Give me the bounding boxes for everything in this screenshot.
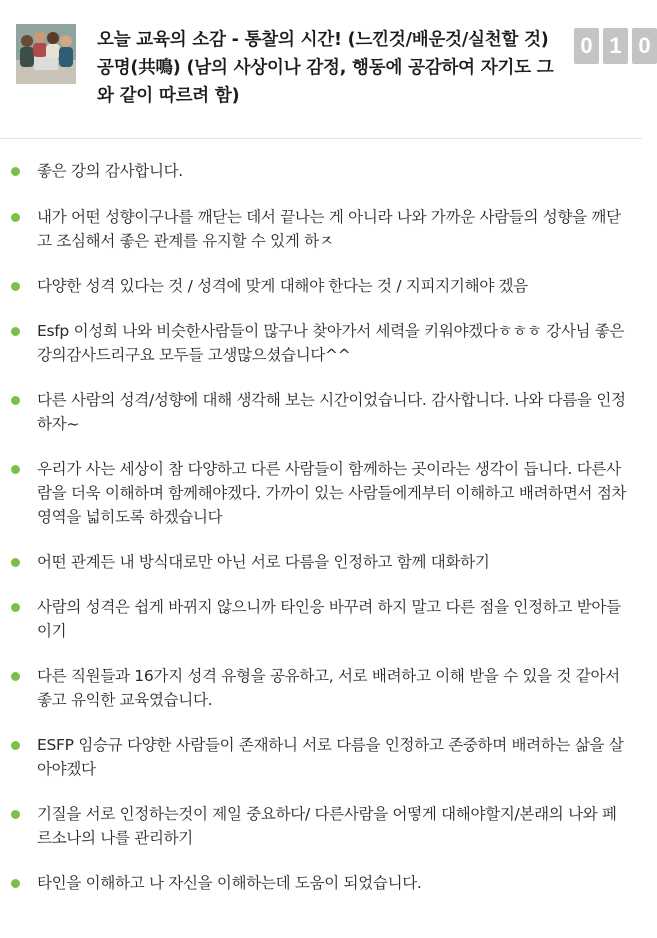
bullet-icon [11, 396, 20, 405]
comment-text: Esfp 이성희 나와 비슷한사람들이 많구나 찾아가서 세력을 키워야겠다ㅎㅎㅎ 강사님 좋은강의감사드리구요 모두들 고생많으셨습니다^^ [37, 322, 625, 364]
bullet-icon [11, 603, 20, 612]
list-item [0, 388, 642, 436]
counter-digit: 0 [574, 28, 599, 64]
bullet-icon [11, 167, 20, 176]
list-item [0, 595, 642, 643]
comment-text: 다양한 성격 있다는 것 / 성격에 맞게 대해야 한다는 것 / 지피지기해야 겠음 [37, 277, 528, 295]
comment-text: 사람의 성격은 쉽게 바뀌지 않으니까 타인응 바꾸려 하지 말고 다른 점을 인정하고 받아들이기 [37, 598, 621, 640]
list-item [0, 457, 642, 529]
list-item [0, 802, 642, 850]
bullet-icon [11, 327, 20, 336]
bullet-icon [11, 672, 20, 681]
list-item [0, 733, 642, 781]
comment-text: 내가 어떤 성향이구나를 깨닫는 데서 끝나는 게 아니라 나와 가까운 사람들의 성향을 깨닫고 조심해서 좋은 관계를 유지할 수 있게 하ㅈ [37, 208, 621, 250]
page-header [0, 0, 651, 139]
list-item [0, 664, 642, 712]
bullet-icon [11, 282, 20, 291]
list-item [0, 871, 642, 895]
comment-text: 우리가 사는 세상이 참 다양하고 다른 사람들이 함께하는 곳이라는 생각이 듭니다. 다른사람을 더욱 이해하며 함께해야겠다. 가까이 있는 사람들에게부터 이해하고 배려하면서 점차 영역을 넓히도록 하겠습니다 [37, 460, 627, 526]
page-title: 오늘 교육의 소감 - 통찰의 시간! (느낀것/배운것/실천할 것) 공명(共鳴) (남의 사상이나 감정, 행동에 공감하여 자기도 그와 같이 따르려 함) [97, 30, 554, 106]
bullet-icon [11, 810, 20, 819]
counter-digit: 1 [603, 28, 628, 64]
counter-digit: 0 [632, 28, 657, 64]
bullet-icon [11, 879, 20, 888]
comment-text: 다른 직원들과 16가지 성격 유형을 공유하고, 서로 배려하고 이해 받을 수 있을 것 같아서 좋고 유익한 교육였습니다. [37, 667, 620, 709]
list-item [0, 550, 642, 574]
list-item [0, 205, 642, 253]
comment-text: ESFP 임승규 다양한 사람들이 존재하니 서로 다름을 인정하고 존중하며 배려하는 삶을 살아야겠다 [37, 736, 624, 778]
comment-text: 어떤 관계든 내 방식대로만 아닌 서로 다름을 인정하고 함께 대화하기 [37, 553, 490, 571]
view-counter [574, 28, 657, 64]
list-item [0, 159, 642, 183]
comment-text: 타인을 이해하고 나 자신을 이해하는데 도움이 되었습니다. [37, 874, 422, 892]
list-item [0, 274, 642, 298]
bullet-icon [11, 741, 20, 750]
comment-text: 좋은 강의 감사합니다. [37, 162, 183, 180]
comment-text: 기질을 서로 인정하는것이 제일 중요하다/ 다른사람을 어떻게 대해야할지/본래의 나와 페르소나의 나를 관리하기 [37, 805, 617, 847]
bullet-icon [11, 213, 20, 222]
bullet-icon [11, 558, 20, 567]
list-item [0, 319, 642, 367]
comment-list [0, 139, 642, 895]
bullet-icon [11, 465, 20, 474]
comment-text: 다른 사람의 성격/성향에 대해 생각해 보는 시간이었습니다. 감사합니다. 나와 다름을 인정하자~ [37, 391, 626, 433]
course-thumbnail [16, 24, 76, 84]
group-photo-image [16, 24, 76, 84]
